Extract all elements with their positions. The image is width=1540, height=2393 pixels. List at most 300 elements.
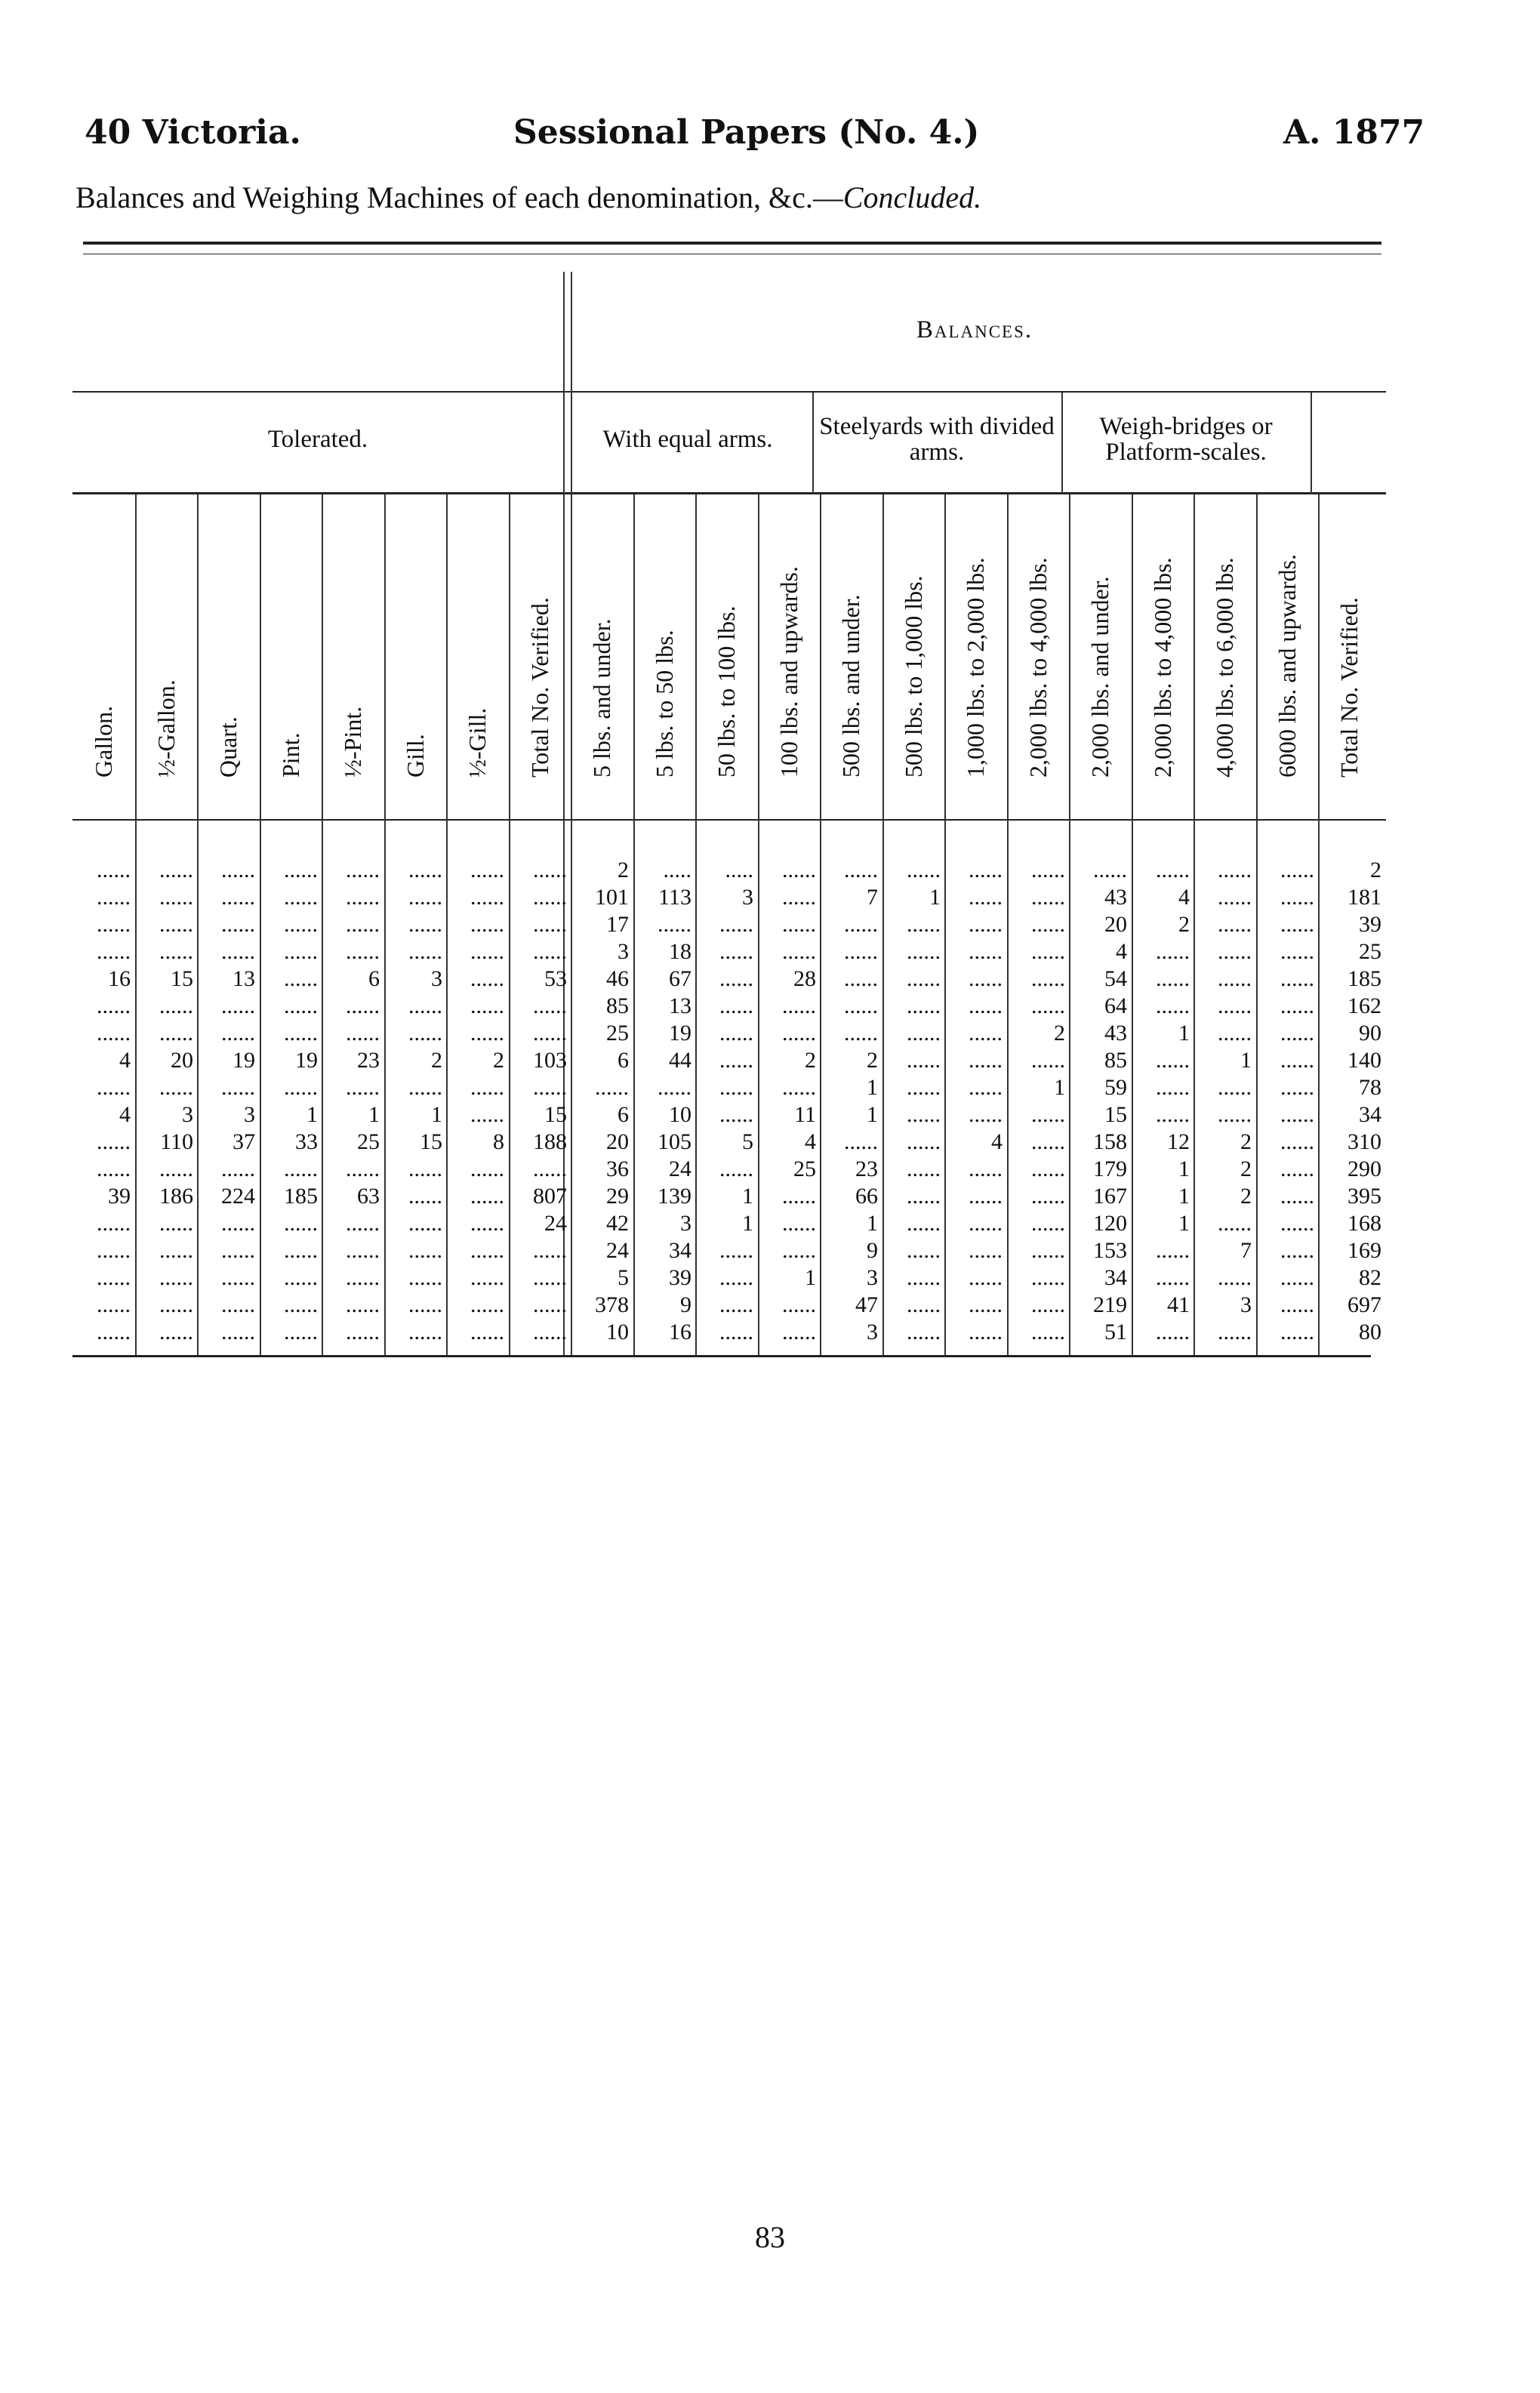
table-cell: 807 (533, 1184, 567, 1209)
table-cell: ...... (1031, 1048, 1065, 1073)
table-cell: 290 (1348, 1156, 1381, 1181)
table-cell: ...... (1280, 939, 1314, 964)
table-cell: 2 (618, 858, 629, 882)
table-cell: 11 (794, 1102, 816, 1127)
table-cell: 20 (171, 1048, 193, 1073)
table-cell: 3 (182, 1102, 193, 1127)
balances-group-rule (563, 391, 1386, 393)
table-cell: ...... (1280, 1265, 1314, 1290)
table-cell: 13 (233, 966, 255, 991)
table-cell: 24 (669, 1156, 691, 1181)
table-cell: 25 (1359, 939, 1381, 964)
subtitle-text: Balances and Weighing Machines of each denomination, &c.— (75, 180, 843, 214)
table-cell: ...... (969, 1238, 1003, 1263)
group-rule (1061, 393, 1063, 494)
table-cell: ...... (969, 858, 1003, 882)
table-bottom-rule (72, 1355, 1371, 1357)
table-cell: ...... (719, 1102, 753, 1127)
table-cell: 2 (1054, 1021, 1065, 1046)
table-cell: ...... (346, 1238, 380, 1263)
column-header: Total No. Verified. (526, 597, 553, 778)
table-cell: ...... (844, 1021, 878, 1046)
table-cell: 1 (1178, 1211, 1190, 1236)
table-cell: ...... (907, 1320, 941, 1344)
table-cell: ...... (1218, 993, 1252, 1018)
table-cell: 6 (368, 966, 380, 991)
table-cell: ...... (533, 858, 567, 882)
table-cell: 43 (1104, 885, 1127, 910)
table-cell: ...... (969, 1075, 1003, 1100)
table-cell: 28 (793, 966, 816, 991)
table-cell: 1 (742, 1211, 753, 1236)
table-cell: 153 (1093, 1238, 1127, 1263)
column-header: 2,000 lbs. to 4,000 lbs. (1149, 557, 1176, 778)
table-cell: ...... (782, 858, 816, 882)
table-cell: ...... (533, 993, 567, 1018)
table-cell: 2 (1240, 1184, 1252, 1209)
subtitle-italic: Concluded. (842, 180, 982, 214)
table-cell: 113 (658, 885, 691, 910)
table-cell: ...... (1218, 885, 1252, 910)
table-cell: 34 (1104, 1265, 1127, 1290)
table-cell: 20 (606, 1129, 629, 1154)
table-cell: 53 (544, 966, 567, 991)
table-cell: ...... (782, 912, 816, 937)
group-rule (812, 393, 814, 494)
table-cell: ...... (907, 1211, 941, 1236)
table-cell: ...... (346, 885, 380, 910)
table-cell: 2 (805, 1048, 816, 1073)
table-cell: ...... (470, 885, 504, 910)
table-cell: ...... (470, 858, 504, 882)
table-cell: ...... (470, 912, 504, 937)
table-cell: ...... (284, 966, 318, 991)
column-header: 500 lbs. and under. (837, 594, 864, 778)
table-cell: ...... (221, 939, 255, 964)
table-cell: ...... (221, 1320, 255, 1344)
table-cell: ...... (782, 1292, 816, 1317)
table-cell: 19 (669, 1021, 691, 1046)
table-cell: ...... (844, 858, 878, 882)
table-cell: 3 (1240, 1292, 1252, 1317)
table-cell: ...... (408, 1211, 442, 1236)
table-cell: ...... (1156, 1102, 1190, 1127)
table-cell: ...... (1031, 939, 1065, 964)
column-header: 50 lbs. to 100 lbs. (713, 605, 740, 778)
table-cell: 17 (606, 912, 629, 937)
table-cell: 188 (533, 1129, 567, 1154)
table-cell: ...... (97, 912, 131, 937)
table-cell: 66 (855, 1184, 878, 1209)
table-cell: ...... (284, 1320, 318, 1344)
table-cell: ...... (284, 1211, 318, 1236)
table-cell: ...... (470, 966, 504, 991)
table-cell: 19 (233, 1048, 255, 1073)
table-cell: 162 (1348, 993, 1381, 1018)
table-cell: 19 (295, 1048, 318, 1073)
table-cell: 23 (855, 1156, 878, 1181)
table-cell: 7 (867, 885, 878, 910)
column-header: 2,000 lbs. and under. (1086, 576, 1113, 778)
table-cell: ...... (470, 1075, 504, 1100)
table-cell: 3 (867, 1320, 878, 1344)
table-cell: ...... (470, 993, 504, 1018)
table-cell: ...... (1280, 1211, 1314, 1236)
table-cell: 43 (1104, 1021, 1127, 1046)
table-cell: ...... (719, 1320, 753, 1344)
table-cell: 120 (1093, 1211, 1127, 1236)
table-cell: ...... (159, 1075, 193, 1100)
table-cell: ...... (159, 1211, 193, 1236)
table-cell: ...... (1031, 858, 1065, 882)
table-cell: ...... (408, 885, 442, 910)
table-cell: ...... (346, 1075, 380, 1100)
table-cell: ...... (782, 1021, 816, 1046)
table-cell: ...... (782, 1184, 816, 1209)
table-cell: ...... (470, 1238, 504, 1263)
table-cell: 59 (1104, 1075, 1127, 1100)
table-cell: 4 (805, 1129, 816, 1154)
table-cell: 219 (1093, 1292, 1127, 1317)
table-cell: 3 (742, 885, 753, 910)
table-cell: 16 (108, 966, 131, 991)
table-cell: ...... (1031, 1211, 1065, 1236)
table-cell: 2 (431, 1048, 442, 1073)
table-cell: ...... (533, 1265, 567, 1290)
table-cell: ...... (719, 1021, 753, 1046)
column-header: 100 lbs. and upwards. (775, 566, 802, 778)
table-cell: 15 (171, 966, 193, 991)
table-cell: 1 (929, 885, 941, 910)
table-cell: ...... (346, 1156, 380, 1181)
table-cell: ...... (907, 1075, 941, 1100)
table-cell: ...... (346, 912, 380, 937)
table-cell: ...... (719, 912, 753, 937)
table-cell: 224 (221, 1184, 255, 1209)
table-cell: 1 (1054, 1075, 1065, 1100)
table-cell: 67 (669, 966, 691, 991)
table-cell: 85 (1104, 1048, 1127, 1073)
table-cell: ...... (595, 1075, 629, 1100)
table-cell: 5 (742, 1129, 753, 1154)
table-cell: ...... (284, 1265, 318, 1290)
table-cell: ...... (284, 939, 318, 964)
table-cell: ...... (1280, 1075, 1314, 1100)
table-cell: ...... (284, 885, 318, 910)
table-cell: 20 (1104, 912, 1127, 937)
table-cell: ...... (1093, 858, 1127, 882)
table-cell: ...... (907, 1129, 941, 1154)
table-cell: ...... (1156, 993, 1190, 1018)
table-cell: ...... (346, 993, 380, 1018)
column-header: Total No. Verified. (1335, 597, 1363, 778)
table-cell: ...... (969, 993, 1003, 1018)
table-cell: ...... (1031, 1156, 1065, 1181)
table-cell: ...... (533, 1320, 567, 1344)
table-cell: ...... (1280, 912, 1314, 937)
table-cell: ...... (346, 1292, 380, 1317)
balances-heading: Balances. (916, 316, 1033, 343)
table-cell: 140 (1348, 1048, 1381, 1073)
column-header: 5 lbs. to 50 lbs. (651, 630, 678, 778)
table-cell: 395 (1348, 1184, 1381, 1209)
table-cell: ...... (1218, 1320, 1252, 1344)
table-cell: ...... (284, 1075, 318, 1100)
table-cell: ...... (1156, 1075, 1190, 1100)
table-cell: 4 (1178, 885, 1190, 910)
table-cell: ...... (97, 885, 131, 910)
table-cell: ...... (408, 1320, 442, 1344)
table-cell: ...... (408, 912, 442, 937)
table-cell: ...... (97, 1021, 131, 1046)
table-cell: ...... (907, 966, 941, 991)
table-cell: 1 (1178, 1021, 1190, 1046)
table-cell: 3 (867, 1265, 878, 1290)
table-cell: ...... (1031, 1320, 1065, 1344)
table-cell: ...... (907, 858, 941, 882)
table-cell: ...... (533, 1075, 567, 1100)
table-cell: ...... (1156, 858, 1190, 882)
group-rule (1311, 393, 1312, 494)
table-cell: ...... (719, 966, 753, 991)
table-cell: 2 (1240, 1129, 1252, 1154)
table-cell: ...... (719, 993, 753, 1018)
table-cell: 25 (793, 1156, 816, 1181)
table-cell: ...... (969, 1156, 1003, 1181)
table-cell: ...... (1031, 912, 1065, 937)
table-cell: ...... (1031, 885, 1065, 910)
table-cell: ...... (221, 858, 255, 882)
table-cell: ...... (97, 1129, 131, 1154)
table-cell: ...... (408, 1238, 442, 1263)
table-cell: ...... (969, 885, 1003, 910)
table-cell: ...... (844, 1129, 878, 1154)
table-cell: ...... (1280, 993, 1314, 1018)
header-bottom-rule (72, 819, 1386, 821)
table-cell: ...... (533, 885, 567, 910)
table-cell: 18 (669, 939, 691, 964)
table-cell: ...... (470, 1211, 504, 1236)
table-cell: ...... (408, 1184, 442, 1209)
table-cell: ...... (221, 1211, 255, 1236)
table-cell: ...... (1280, 1021, 1314, 1046)
table-cell: ...... (221, 1021, 255, 1046)
table-cell: ...... (221, 1156, 255, 1181)
table-cell: 29 (606, 1184, 629, 1209)
table-cell: ...... (782, 993, 816, 1018)
table-cell: 697 (1348, 1292, 1381, 1317)
table-cell: 101 (595, 885, 629, 910)
table-cell: ...... (470, 1292, 504, 1317)
table-cell: 24 (606, 1238, 629, 1263)
table-cell: ...... (1156, 1320, 1190, 1344)
table-cell: ...... (1280, 885, 1314, 910)
column-header: 1,000 lbs. to 2,000 lbs. (962, 557, 989, 778)
table-cell: 39 (669, 1265, 691, 1290)
table-cell: ...... (1031, 993, 1065, 1018)
column-header: 2,000 lbs. to 4,000 lbs. (1024, 557, 1052, 778)
table-cell: 4 (119, 1102, 131, 1127)
table-cell: 2 (493, 1048, 504, 1073)
table-cell: ...... (470, 1156, 504, 1181)
table-cell: ...... (97, 1265, 131, 1290)
table-cell: ...... (470, 1184, 504, 1209)
table-cell: 5 (618, 1265, 629, 1290)
running-header (0, 113, 1540, 166)
table-cell: ...... (408, 1265, 442, 1290)
tolerated-top-rule (72, 391, 563, 393)
table-cell: 185 (1348, 966, 1381, 991)
table-cell: 158 (1093, 1129, 1127, 1154)
table-cell: 103 (533, 1048, 567, 1073)
column-header: ½-Pint. (339, 706, 366, 778)
table-cell: 3 (244, 1102, 255, 1127)
table-cell: ...... (159, 1156, 193, 1181)
table-cell: 1 (867, 1075, 878, 1100)
table-cell: 4 (1116, 939, 1127, 964)
table-cell: 41 (1167, 1292, 1190, 1317)
table-cell: ...... (969, 966, 1003, 991)
table-cell: ...... (782, 1211, 816, 1236)
table-cell: ...... (719, 939, 753, 964)
table-cell: 1 (431, 1102, 442, 1127)
table-cell: ...... (159, 858, 193, 882)
table-cell: 23 (357, 1048, 380, 1073)
table-cell: ...... (97, 1211, 131, 1236)
table-cell: ...... (907, 993, 941, 1018)
equal-arms-heading: With equal arms. (602, 426, 773, 453)
table-cell: 6 (618, 1048, 629, 1073)
table-cell: ...... (1280, 1048, 1314, 1073)
table-cell: 25 (357, 1129, 380, 1154)
table-cell: 186 (159, 1184, 193, 1209)
table-cell: ...... (1280, 1238, 1314, 1263)
table-cell: 82 (1359, 1265, 1381, 1290)
weighbridges-heading: Weigh-bridges or Platform-scales. (1099, 413, 1273, 466)
table-cell: 378 (595, 1292, 629, 1317)
table-cell: ...... (533, 1156, 567, 1181)
table-cell: ...... (470, 1102, 504, 1127)
table-cell: ...... (1031, 1102, 1065, 1127)
table-cell: ...... (1218, 966, 1252, 991)
table-cell: ...... (1031, 1292, 1065, 1317)
header-center: Sessional Papers (No. 4.) (513, 113, 980, 152)
header-left: 40 Victoria. (85, 113, 301, 152)
table-cell: ...... (969, 1021, 1003, 1046)
table-cell: ..... (663, 858, 691, 882)
table-cell: 1 (1240, 1048, 1252, 1073)
table-cell: 1 (368, 1102, 380, 1127)
table-cell: 181 (1348, 885, 1381, 910)
table-cell: 37 (233, 1129, 255, 1154)
table-cell: 10 (669, 1102, 691, 1127)
table-cell: ...... (719, 1048, 753, 1073)
table-cell: ...... (159, 885, 193, 910)
column-header: Quart. (214, 716, 242, 778)
table-cell: 63 (357, 1184, 380, 1209)
table-cell: ...... (969, 1048, 1003, 1073)
table-cell: 85 (606, 993, 629, 1018)
table-cell: 1 (1178, 1156, 1190, 1181)
table-cell: ...... (782, 1075, 816, 1100)
table-cell: 15 (420, 1129, 442, 1154)
table-cell: ...... (97, 1156, 131, 1181)
table-cell: 167 (1093, 1184, 1127, 1209)
table-cell: ...... (284, 1238, 318, 1263)
header-right: A. 1877 (1283, 113, 1425, 152)
table-cell: 47 (855, 1292, 878, 1317)
table-cell: ...... (533, 939, 567, 964)
table-cell: ...... (470, 1265, 504, 1290)
table-cell: ...... (284, 993, 318, 1018)
table-cell: ...... (907, 1156, 941, 1181)
table-cell: ...... (221, 1265, 255, 1290)
table-cell: ...... (1156, 1238, 1190, 1263)
table-cell: 4 (119, 1048, 131, 1073)
table-cell: ...... (159, 1265, 193, 1290)
table-cell: ...... (97, 1238, 131, 1263)
table-cell: ...... (907, 1021, 941, 1046)
table-cell: ...... (408, 858, 442, 882)
table-cell: ...... (1218, 1265, 1252, 1290)
table-cell: ...... (221, 912, 255, 937)
table-cell: 13 (669, 993, 691, 1018)
table-cell: 1 (867, 1211, 878, 1236)
table-cell: ...... (470, 939, 504, 964)
table-cell: 34 (1359, 1102, 1381, 1127)
table-cell: ...... (719, 1292, 753, 1317)
table-cell: 4 (991, 1129, 1003, 1154)
table-cell: 3 (618, 939, 629, 964)
table-cell: ...... (284, 1021, 318, 1046)
table-cell: ...... (719, 1238, 753, 1263)
table-cell: ...... (907, 939, 941, 964)
table-cell: 54 (1104, 966, 1127, 991)
table-cell: 34 (669, 1238, 691, 1263)
table-cell: 39 (108, 1184, 131, 1209)
table-cell: ...... (221, 885, 255, 910)
table-cell: ...... (408, 1156, 442, 1181)
table-cell: ...... (844, 912, 878, 937)
table-cell: ...... (284, 1156, 318, 1181)
table-cell: 24 (544, 1211, 567, 1236)
table-cell: 105 (658, 1129, 691, 1154)
table-cell: ...... (159, 993, 193, 1018)
table-cell: 139 (658, 1184, 691, 1209)
table-cell: ...... (408, 1021, 442, 1046)
table-cell: ...... (782, 1320, 816, 1344)
table-cell: 12 (1167, 1129, 1190, 1154)
table-cell: ...... (1280, 1184, 1314, 1209)
table-cell: 46 (606, 966, 629, 991)
table-cell: ...... (969, 939, 1003, 964)
column-header: 500 lbs. to 1,000 lbs. (900, 575, 927, 778)
table-cell: ...... (1280, 1102, 1314, 1127)
table-cell: 9 (867, 1238, 878, 1263)
table-cell: ...... (346, 858, 380, 882)
table-cell: ...... (1031, 1238, 1065, 1263)
table-cell: ...... (97, 1075, 131, 1100)
table-cell: ...... (1031, 1129, 1065, 1154)
table-cell: ...... (1218, 1075, 1252, 1100)
table-cell: ...... (159, 1238, 193, 1263)
table-cell: ...... (782, 1238, 816, 1263)
table-cell: ...... (284, 912, 318, 937)
table-cell: ...... (284, 858, 318, 882)
table-cell: 8 (493, 1129, 504, 1154)
table-cell: 2 (1370, 858, 1381, 882)
table-cell: ...... (969, 1292, 1003, 1317)
